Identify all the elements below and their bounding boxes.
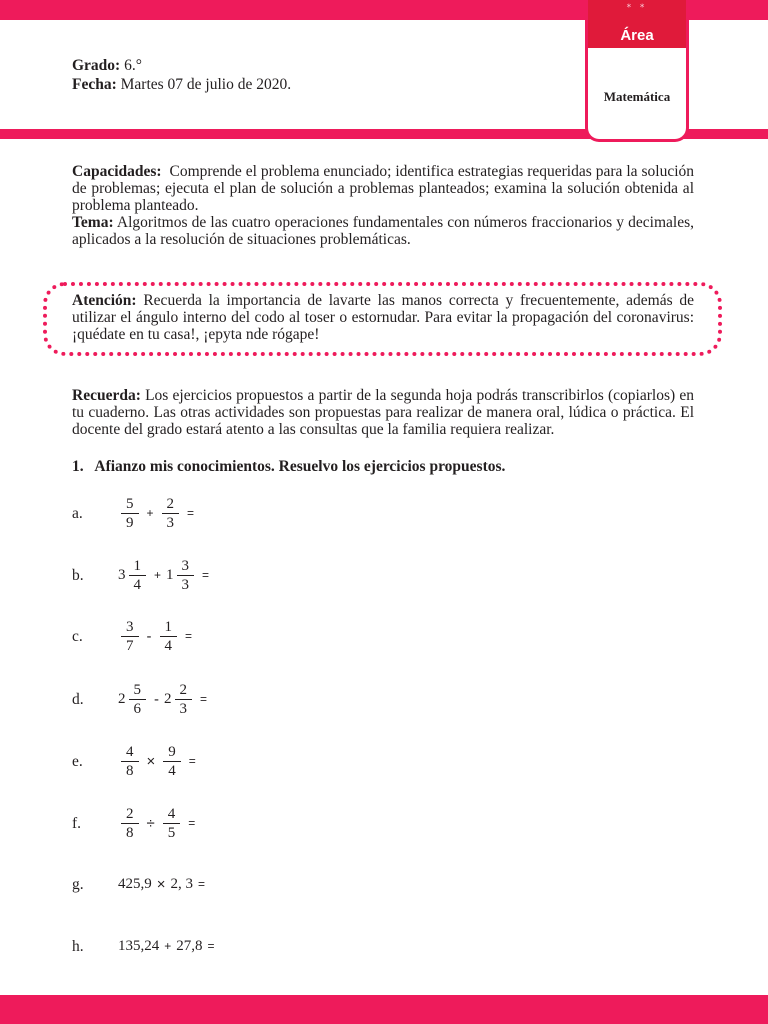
exercise-d xyxy=(72,679,472,719)
equals-sign: = xyxy=(207,939,215,953)
numerator: 1 xyxy=(164,618,172,635)
numerator: 5 xyxy=(126,495,134,512)
exercise-b xyxy=(72,555,472,595)
fecha-value: Martes 07 de julio de 2020. xyxy=(120,76,292,93)
operand: 425,9 xyxy=(118,875,152,892)
numerator: 4 xyxy=(126,743,134,760)
exercise-g xyxy=(72,864,472,904)
expression xyxy=(118,926,220,966)
denominator: 8 xyxy=(121,823,139,841)
denominator: 4 xyxy=(160,636,178,654)
exercise-label: h. xyxy=(72,938,84,955)
numerator: 9 xyxy=(168,743,176,760)
numerator: 5 xyxy=(133,681,141,698)
fraction xyxy=(129,558,147,593)
denominator: 6 xyxy=(129,699,147,717)
numerator: 2 xyxy=(166,495,175,512)
exercise-c xyxy=(72,616,472,656)
expression xyxy=(118,741,201,781)
fraction xyxy=(160,619,178,654)
denominator: 5 xyxy=(163,823,181,841)
fraction xyxy=(121,806,139,841)
fecha-label: Fecha: xyxy=(72,76,117,93)
capacidades-paragraph xyxy=(72,163,694,248)
operator: - xyxy=(146,627,152,645)
exercise-h xyxy=(72,926,472,966)
operator: + xyxy=(164,939,172,953)
grado-value: 6.° xyxy=(124,57,142,74)
recuerda-label: Recuerda: xyxy=(72,387,141,404)
area-header xyxy=(588,0,686,48)
whole-number: 2 xyxy=(164,690,172,707)
area-stars: * * xyxy=(626,3,648,13)
whole-number: 3 xyxy=(118,566,126,583)
operand: 27,8 xyxy=(176,937,203,954)
exercise-label: c. xyxy=(72,628,83,645)
whole-number: 1 xyxy=(166,566,174,583)
fraction xyxy=(129,682,147,717)
exercise-label: d. xyxy=(72,691,84,708)
operator: - xyxy=(154,690,159,708)
recuerda-paragraph xyxy=(72,387,694,438)
operator: + xyxy=(146,506,154,520)
area-subject: Matemática xyxy=(603,89,671,104)
equals-sign: = xyxy=(198,877,206,891)
operator: × xyxy=(146,752,156,770)
tema-label: Tema: xyxy=(72,214,114,231)
whole-number: 2 xyxy=(118,690,126,707)
denominator: 3 xyxy=(162,513,180,531)
bottom-band xyxy=(0,995,768,1024)
denominator: 9 xyxy=(121,513,139,531)
fraction xyxy=(121,619,139,654)
equals-sign: = xyxy=(188,754,196,768)
operand: 2, 3 xyxy=(170,875,194,892)
atencion-label: Atención: xyxy=(72,292,137,309)
operator: × xyxy=(156,875,166,893)
equals-sign: = xyxy=(185,629,193,643)
exercise-f xyxy=(72,803,472,843)
exercise-label: f. xyxy=(72,815,82,832)
equals-sign: = xyxy=(188,816,196,830)
grado-label: Grado: xyxy=(72,57,121,74)
fecha-line xyxy=(72,76,291,94)
fraction xyxy=(163,806,181,841)
fraction xyxy=(163,744,181,779)
denominator: 3 xyxy=(177,575,195,593)
denominator: 4 xyxy=(163,761,181,779)
numerator: 1 xyxy=(133,557,141,574)
denominator: 8 xyxy=(121,761,139,779)
denominator: 3 xyxy=(175,699,193,717)
question-title: 1. Afianzo mis conocimientos. Resuelvo los ejercicios propuestos. xyxy=(72,458,506,475)
operator: ÷ xyxy=(146,814,155,832)
atencion-paragraph xyxy=(72,292,694,343)
numerator: 4 xyxy=(167,805,176,822)
numerator: 3 xyxy=(181,557,190,574)
expression xyxy=(118,616,197,656)
numerator: 3 xyxy=(126,618,134,635)
recuerda-text: Los ejercicios propuestos a partir de la segunda hoja podrás transcribirlos (copiarlos) en tu cuaderno. Las otras actividades son propuestas para realizar de manera oral, lúdica o práctica. El docente del grado estará atento a las consultas que la familia requiera realizar. xyxy=(72,387,694,438)
equals-sign: = xyxy=(202,568,210,582)
fraction xyxy=(162,496,180,531)
fraction xyxy=(175,682,193,717)
denominator: 7 xyxy=(121,636,139,654)
capacidades-label: Capacidades: xyxy=(72,163,162,180)
exercise-label: a. xyxy=(72,505,83,522)
atencion-text: Recuerda la importancia de lavarte las manos correcta y frecuentemente, además de utilizar el ángulo interno del codo al toser o estornudar. Para evitar la propagación del coronavirus: ¡quédate en tu casa!, ¡epyta nde rógape! xyxy=(72,292,694,343)
denominator: 4 xyxy=(129,575,147,593)
capacidades-text: Comprende el problema enunciado; identifica estrategias requeridas para la solución de problemas; ejecuta el plan de solución a problemas planteados; examina la solución obtenida al problema planteado. xyxy=(72,163,694,214)
expression xyxy=(118,679,212,719)
area-box xyxy=(585,0,689,142)
fraction xyxy=(177,558,195,593)
grado-line xyxy=(72,57,142,75)
tema-text: Algoritmos de las cuatro operaciones fundamentales con números fraccionarios y decimales, aplicados a la resolución de situaciones problemáticas. xyxy=(72,214,694,248)
operator: + xyxy=(154,568,162,582)
numerator: 2 xyxy=(126,805,134,822)
exercise-e xyxy=(72,741,472,781)
exercise-label: e. xyxy=(72,753,83,770)
exercise-label: g. xyxy=(72,876,84,893)
area-title: Área xyxy=(620,27,654,44)
numerator: 2 xyxy=(179,681,187,698)
expression xyxy=(118,864,210,904)
expression xyxy=(118,803,200,843)
fraction xyxy=(121,744,139,779)
exercise-label: b. xyxy=(72,567,84,584)
equals-sign: = xyxy=(187,506,195,520)
operand: 135,24 xyxy=(118,937,160,954)
expression xyxy=(118,493,199,533)
exercise-a xyxy=(72,493,472,533)
fraction xyxy=(121,496,139,531)
equals-sign: = xyxy=(200,692,208,706)
expression xyxy=(118,555,214,595)
